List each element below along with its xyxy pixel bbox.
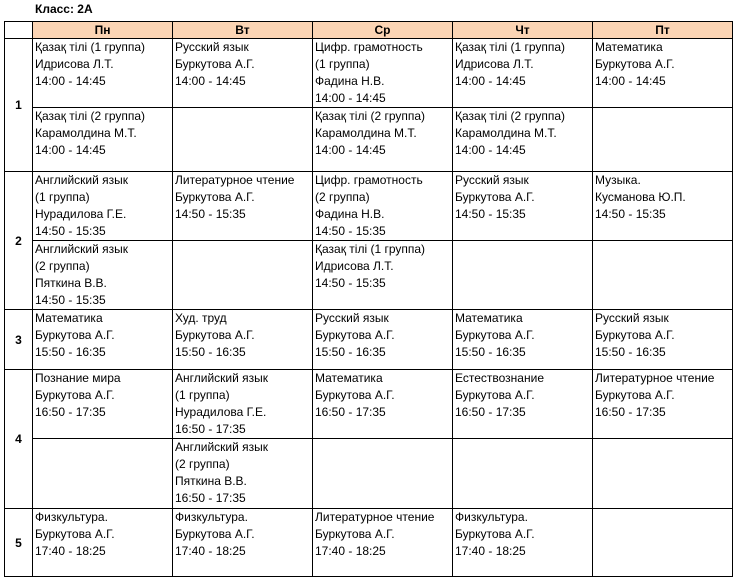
cell-line: 14:00 - 14:45 bbox=[35, 143, 106, 157]
cell-line: Буркутова А.Г. bbox=[315, 328, 395, 342]
cell-line: 14:00 - 14:45 bbox=[35, 74, 106, 88]
schedule-cell bbox=[33, 310, 173, 370]
cell-line: 16:50 - 17:35 bbox=[455, 405, 526, 419]
cell-line: Нурадилова Г.Е. bbox=[35, 207, 127, 221]
cell-line: Карамолдина М.Т. bbox=[35, 126, 137, 140]
schedule-cell bbox=[33, 39, 173, 108]
schedule-cell bbox=[173, 310, 313, 370]
cell-line: Буркутова А.Г. bbox=[455, 388, 535, 402]
cell-line: Английский язык bbox=[175, 371, 269, 385]
cell-line: Буркутова А.Г. bbox=[175, 57, 255, 71]
schedule-cell bbox=[453, 439, 593, 509]
cell-line: Английский язык bbox=[175, 440, 269, 454]
cell-line: Буркутова А.Г. bbox=[35, 527, 115, 541]
cell-line: Математика bbox=[455, 311, 523, 325]
schedule-cell bbox=[313, 108, 453, 172]
schedule-cell bbox=[453, 39, 593, 108]
cell-line: Буркутова А.Г. bbox=[315, 527, 395, 541]
day-header: Пт bbox=[593, 22, 733, 39]
header-corner bbox=[5, 22, 33, 39]
lesson-number: 1 bbox=[5, 39, 33, 172]
cell-line: Музыка. bbox=[595, 173, 641, 187]
cell-line: 14:00 - 14:45 bbox=[595, 74, 666, 88]
cell-line: Физкультура. bbox=[175, 510, 248, 524]
schedule-cell bbox=[33, 439, 173, 509]
schedule-cell bbox=[313, 370, 453, 439]
schedule-cell bbox=[313, 172, 453, 241]
cell-line: Буркутова А.Г. bbox=[175, 527, 255, 541]
cell-line: Русский язык bbox=[595, 311, 669, 325]
cell-line: 15:50 - 16:35 bbox=[595, 345, 666, 359]
cell-line: 14:50 - 15:35 bbox=[35, 293, 106, 307]
schedule-cell bbox=[453, 241, 593, 310]
cell-line: Буркутова А.Г. bbox=[455, 527, 535, 541]
schedule-cell bbox=[453, 172, 593, 241]
schedule-cell bbox=[593, 439, 733, 509]
schedule-cell bbox=[173, 39, 313, 108]
lesson-number: 2 bbox=[5, 172, 33, 310]
lesson-row bbox=[5, 370, 733, 439]
schedule-cell bbox=[453, 310, 593, 370]
lesson-number: 3 bbox=[5, 310, 33, 370]
day-header: Вт bbox=[173, 22, 313, 39]
cell-line: Буркутова А.Г. bbox=[315, 388, 395, 402]
cell-line: Буркутова А.Г. bbox=[35, 388, 115, 402]
cell-line: 14:00 - 14:45 bbox=[315, 91, 386, 105]
lesson-row bbox=[5, 509, 733, 577]
cell-line: 14:00 - 14:45 bbox=[455, 143, 526, 157]
cell-line: Қазақ тілі (2 группа) bbox=[315, 109, 426, 123]
cell-line: Буркутова А.Г. bbox=[455, 328, 535, 342]
cell-line: Литературное чтение bbox=[175, 173, 295, 187]
cell-line: Математика bbox=[595, 40, 663, 54]
schedule-cell bbox=[313, 509, 453, 577]
cell-line: Русский язык bbox=[315, 311, 389, 325]
cell-line: (1 группа) bbox=[175, 388, 230, 402]
schedule-cell bbox=[593, 108, 733, 172]
schedule-cell bbox=[593, 509, 733, 577]
cell-line: Пяткина В.В. bbox=[35, 276, 107, 290]
schedule-cell bbox=[453, 370, 593, 439]
schedule-cell bbox=[173, 509, 313, 577]
cell-line: Цифр. грамотность bbox=[315, 40, 423, 54]
cell-line: Фадина Н.В. bbox=[315, 207, 385, 221]
cell-line: Буркутова А.Г. bbox=[35, 328, 115, 342]
cell-line: Фадина Н.В. bbox=[315, 74, 385, 88]
cell-line: 14:50 - 15:35 bbox=[595, 207, 666, 221]
cell-line: Буркутова А.Г. bbox=[595, 328, 675, 342]
cell-line: Буркутова А.Г. bbox=[455, 190, 535, 204]
schedule-cell bbox=[33, 241, 173, 310]
cell-line: 15:50 - 16:35 bbox=[175, 345, 246, 359]
cell-line: Буркутова А.Г. bbox=[595, 57, 675, 71]
lesson-row bbox=[5, 439, 733, 509]
cell-line: 15:50 - 16:35 bbox=[35, 345, 106, 359]
schedule-cell bbox=[593, 172, 733, 241]
lesson-row bbox=[5, 108, 733, 172]
cell-line: 14:50 - 15:35 bbox=[315, 276, 386, 290]
header-row bbox=[5, 22, 733, 39]
cell-line: Русский язык bbox=[175, 40, 249, 54]
cell-line: 17:40 - 18:25 bbox=[175, 544, 246, 558]
day-header: Чт bbox=[453, 22, 593, 39]
lesson-row bbox=[5, 39, 733, 108]
cell-line: Английский язык bbox=[35, 242, 129, 256]
cell-line: 16:50 - 17:35 bbox=[315, 405, 386, 419]
cell-line: Карамолдина М.Т. bbox=[315, 126, 417, 140]
cell-line: Математика bbox=[35, 311, 103, 325]
cell-line: (2 группа) bbox=[35, 259, 90, 273]
schedule-cell bbox=[33, 108, 173, 172]
cell-line: 14:00 - 14:45 bbox=[315, 143, 386, 157]
cell-line: Худ. труд bbox=[175, 311, 227, 325]
schedule-cell bbox=[593, 310, 733, 370]
cell-line: Идрисова Л.Т. bbox=[315, 259, 394, 273]
cell-line: Пяткина В.В. bbox=[175, 474, 247, 488]
lesson-row bbox=[5, 310, 733, 370]
schedule-cell bbox=[313, 39, 453, 108]
schedule-cell bbox=[313, 310, 453, 370]
lesson-number: 5 bbox=[5, 509, 33, 577]
cell-line: 16:50 - 17:35 bbox=[595, 405, 666, 419]
cell-line: Русский язык bbox=[455, 173, 529, 187]
cell-line: Английский язык bbox=[35, 173, 129, 187]
cell-line: 16:50 - 17:35 bbox=[175, 422, 246, 436]
cell-line: 15:50 - 16:35 bbox=[315, 345, 386, 359]
schedule-cell bbox=[173, 108, 313, 172]
schedule-cell bbox=[593, 241, 733, 310]
cell-line: 17:40 - 18:25 bbox=[455, 544, 526, 558]
cell-line: Буркутова А.Г. bbox=[595, 388, 675, 402]
lesson-number: 4 bbox=[5, 370, 33, 509]
cell-line: 17:40 - 18:25 bbox=[315, 544, 386, 558]
cell-line: Буркутова А.Г. bbox=[175, 190, 255, 204]
cell-line: Нурадилова Г.Е. bbox=[175, 405, 267, 419]
cell-line: Познание мира bbox=[35, 371, 121, 385]
schedule-cell bbox=[593, 39, 733, 108]
cell-line: (2 группа) bbox=[175, 457, 230, 471]
schedule-cell bbox=[33, 509, 173, 577]
cell-line: Кусманова Ю.П. bbox=[595, 190, 686, 204]
cell-line: Цифр. грамотность bbox=[315, 173, 423, 187]
cell-line: Буркутова А.Г. bbox=[175, 328, 255, 342]
schedule-table bbox=[4, 21, 733, 577]
day-header: Ср bbox=[313, 22, 453, 39]
cell-line: 16:50 - 17:35 bbox=[35, 405, 106, 419]
cell-line: Қазақ тілі (2 группа) bbox=[455, 109, 566, 123]
schedule-cell bbox=[173, 439, 313, 509]
schedule-cell bbox=[33, 370, 173, 439]
cell-line: 16:50 - 17:35 bbox=[175, 491, 246, 505]
cell-line: 14:50 - 15:35 bbox=[455, 207, 526, 221]
schedule-cell bbox=[173, 370, 313, 439]
cell-line: 17:40 - 18:25 bbox=[35, 544, 106, 558]
cell-line: Физкультура. bbox=[455, 510, 528, 524]
cell-line: (1 группа) bbox=[315, 57, 370, 71]
cell-line: Қазақ тілі (1 группа) bbox=[455, 40, 566, 54]
schedule-cell bbox=[313, 439, 453, 509]
class-title: Класс: 2А bbox=[35, 2, 93, 16]
schedule-cell bbox=[173, 241, 313, 310]
cell-line: Литературное чтение bbox=[315, 510, 435, 524]
day-header: Пн bbox=[33, 22, 173, 39]
schedule-cell bbox=[453, 108, 593, 172]
cell-line: Карамолдина М.Т. bbox=[455, 126, 557, 140]
cell-line: 15:50 - 16:35 bbox=[455, 345, 526, 359]
cell-line: Қазақ тілі (1 группа) bbox=[315, 242, 426, 256]
cell-line: 14:50 - 15:35 bbox=[35, 224, 106, 238]
schedule-cell bbox=[593, 370, 733, 439]
cell-line: Қазақ тілі (2 группа) bbox=[35, 109, 146, 123]
lesson-row bbox=[5, 241, 733, 310]
cell-line: Естествознание bbox=[455, 371, 544, 385]
schedule-cell bbox=[33, 172, 173, 241]
cell-line: Литературное чтение bbox=[595, 371, 715, 385]
schedule-cell bbox=[453, 509, 593, 577]
cell-line: Қазақ тілі (1 группа) bbox=[35, 40, 146, 54]
cell-line: 14:00 - 14:45 bbox=[455, 74, 526, 88]
lesson-row bbox=[5, 172, 733, 241]
cell-line: Математика bbox=[315, 371, 383, 385]
schedule-cell bbox=[173, 172, 313, 241]
cell-line: 14:00 - 14:45 bbox=[175, 74, 246, 88]
cell-line: 14:50 - 15:35 bbox=[315, 224, 386, 238]
cell-line: 14:50 - 15:35 bbox=[175, 207, 246, 221]
cell-line: (1 группа) bbox=[35, 190, 90, 204]
cell-line: Физкультура. bbox=[35, 510, 108, 524]
cell-line: (2 группа) bbox=[315, 190, 370, 204]
schedule-cell bbox=[313, 241, 453, 310]
cell-line: Идрисова Л.Т. bbox=[35, 57, 114, 71]
cell-line: Идрисова Л.Т. bbox=[455, 57, 534, 71]
